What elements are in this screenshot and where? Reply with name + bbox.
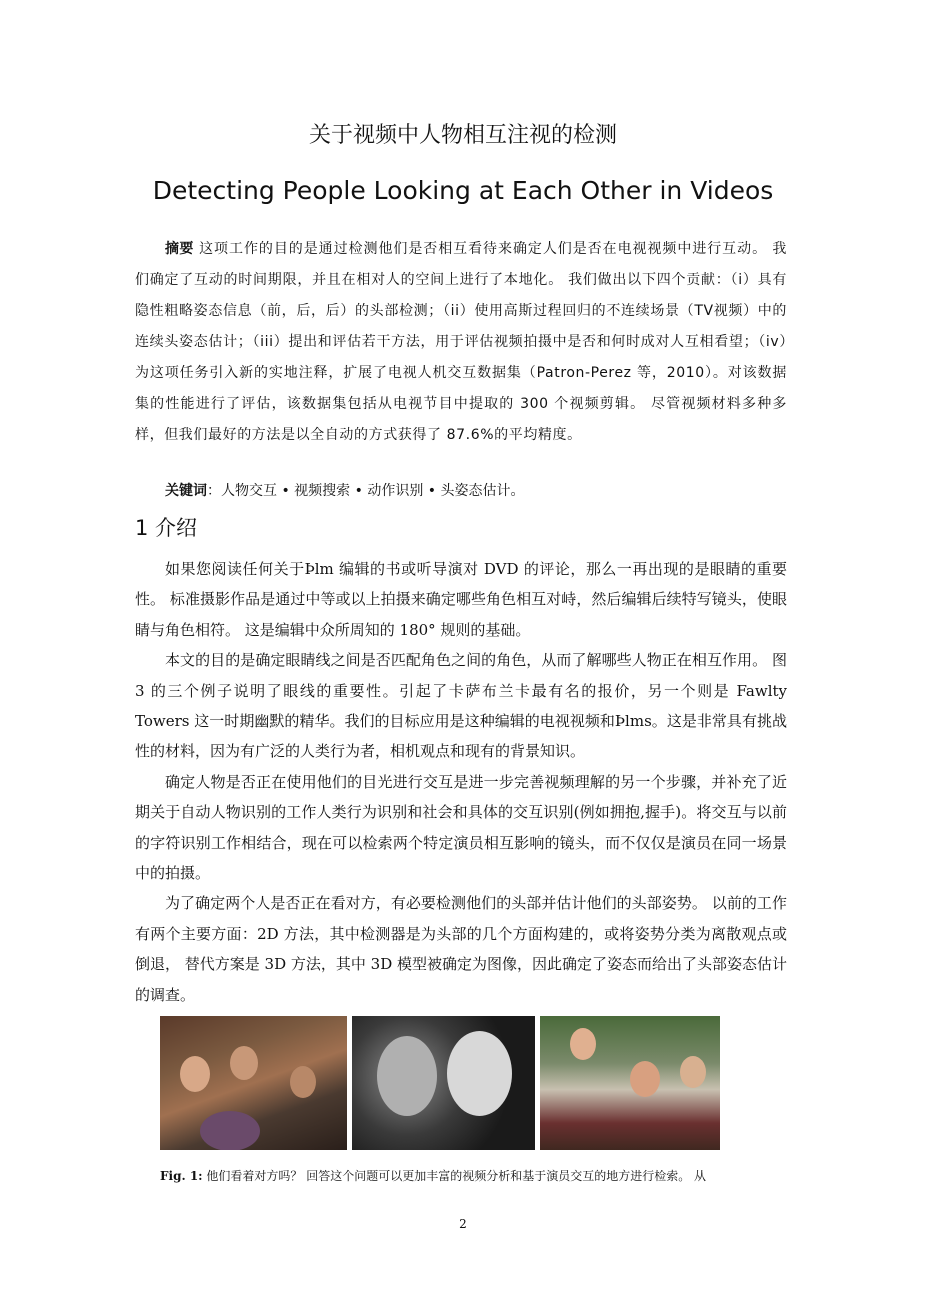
keywords-label: 关键词 [165, 483, 207, 499]
caption-label: Fig. 1: [160, 1169, 203, 1183]
abstract [135, 234, 787, 451]
body-text [135, 554, 787, 1010]
caption-text: 他们看着对方吗？ 回答这个问题可以更加丰富的视频分析和基于演员交互的地方进行检索。 从 [202, 1169, 707, 1183]
keywords [135, 477, 787, 505]
paragraph: 本文的目的是确定眼睛线之间是否匹配角色之间的角色，从而了解哪些人物正在相互作用。 图 3 的三个例子说明了眼线的重要性。引起了卡萨布兰卡最有名的报价，另一个则是 Fawlty Towers 这一时期幽默的精华。我们的目标应用是这种编辑的电视视频和Þlms。这是非常具有挑战性的材料，因为有广泛的人类行为者，相机观点和现有的背景知识。 [135, 651, 787, 761]
paragraph: 为了确定两个人是否正在看对方，有必要检测他们的头部并估计他们的头部姿势。 以前的工作有两个主要方面：2D 方法，其中检测器是为头部的几个方面构建的，或将姿势分类为离散观点或倒退， 替代方案是 3D 方法，其中 3D 模型被确定为图像，因此确定了姿态而给出了头部姿态估计的调查。 [135, 894, 787, 1004]
abstract-label: 摘要 [165, 241, 194, 257]
abstract-text: 这项工作的目的是通过检测他们是否相互看待来确定人们是否在电视视频中进行互动。 我们确定了互动的时间期限，并且在相对人的空间上进行了本地化。 我们做出以下四个贡献：（i）具有隐性粗略姿态信息（前，后，后）的头部检测；（ii）使用高斯过程回归的不连续场景（TV视频）中的连续头姿态估计；（iii）提出和评估若干方法，用于评估视频拍摄中是否和何时成对人互相看望；（iv）为这项任务引入新的实地注释，扩展了电视人机交互数据集（Patron-Perez 等，2010）。对该数据集的性能进行了评估，该数据集包括从电视节目中提取的 300 个视频剪辑。 尽管视频材料多种多样，但我们最好的方法是以全自动的方式获得了 87.6%的平均精度。 [135, 241, 788, 443]
section-title: 1 介绍 [135, 516, 198, 540]
figure-image-fawlty-towers [540, 1016, 720, 1150]
figure-1 [160, 1016, 720, 1150]
title-english: Detecting People Looking at Each Other in Videos [152, 176, 774, 205]
page-number: 2 [459, 1217, 467, 1231]
figure-caption [160, 1167, 800, 1184]
paragraph: 如果您阅读任何关于Þlm 编辑的书或听导演对 DVD 的评论，那么一再出现的是眼睛的重要性。 标准摄影作品是通过中等或以上拍摄来确定哪些角色相互对峙，然后编辑后续特写镜头，使眼睛与角色相符。 这是编辑中众所周知的 180° 规则的基础。 [135, 560, 787, 639]
figure-image-sitcom [160, 1016, 347, 1150]
figure-image-casablanca [352, 1016, 535, 1150]
keywords-text: ：人物交互 • 视频搜索 • 动作识别 • 头姿态估计。 [207, 483, 525, 499]
paragraph: 确定人物是否正在使用他们的目光进行交互是进一步完善视频理解的另一个步骤，并补充了近期关于自动人物识别的工作人类行为识别和社会和具体的交互识别(例如拥抱,握手)。将交互与以前的字符识别工作相结合，现在可以检索两个特定演员相互影响的镜头，而不仅仅是演员在同一场景中的拍摄。 [135, 772, 787, 883]
title-chinese: 关于视频中人物相互注视的检测 [308, 123, 617, 148]
